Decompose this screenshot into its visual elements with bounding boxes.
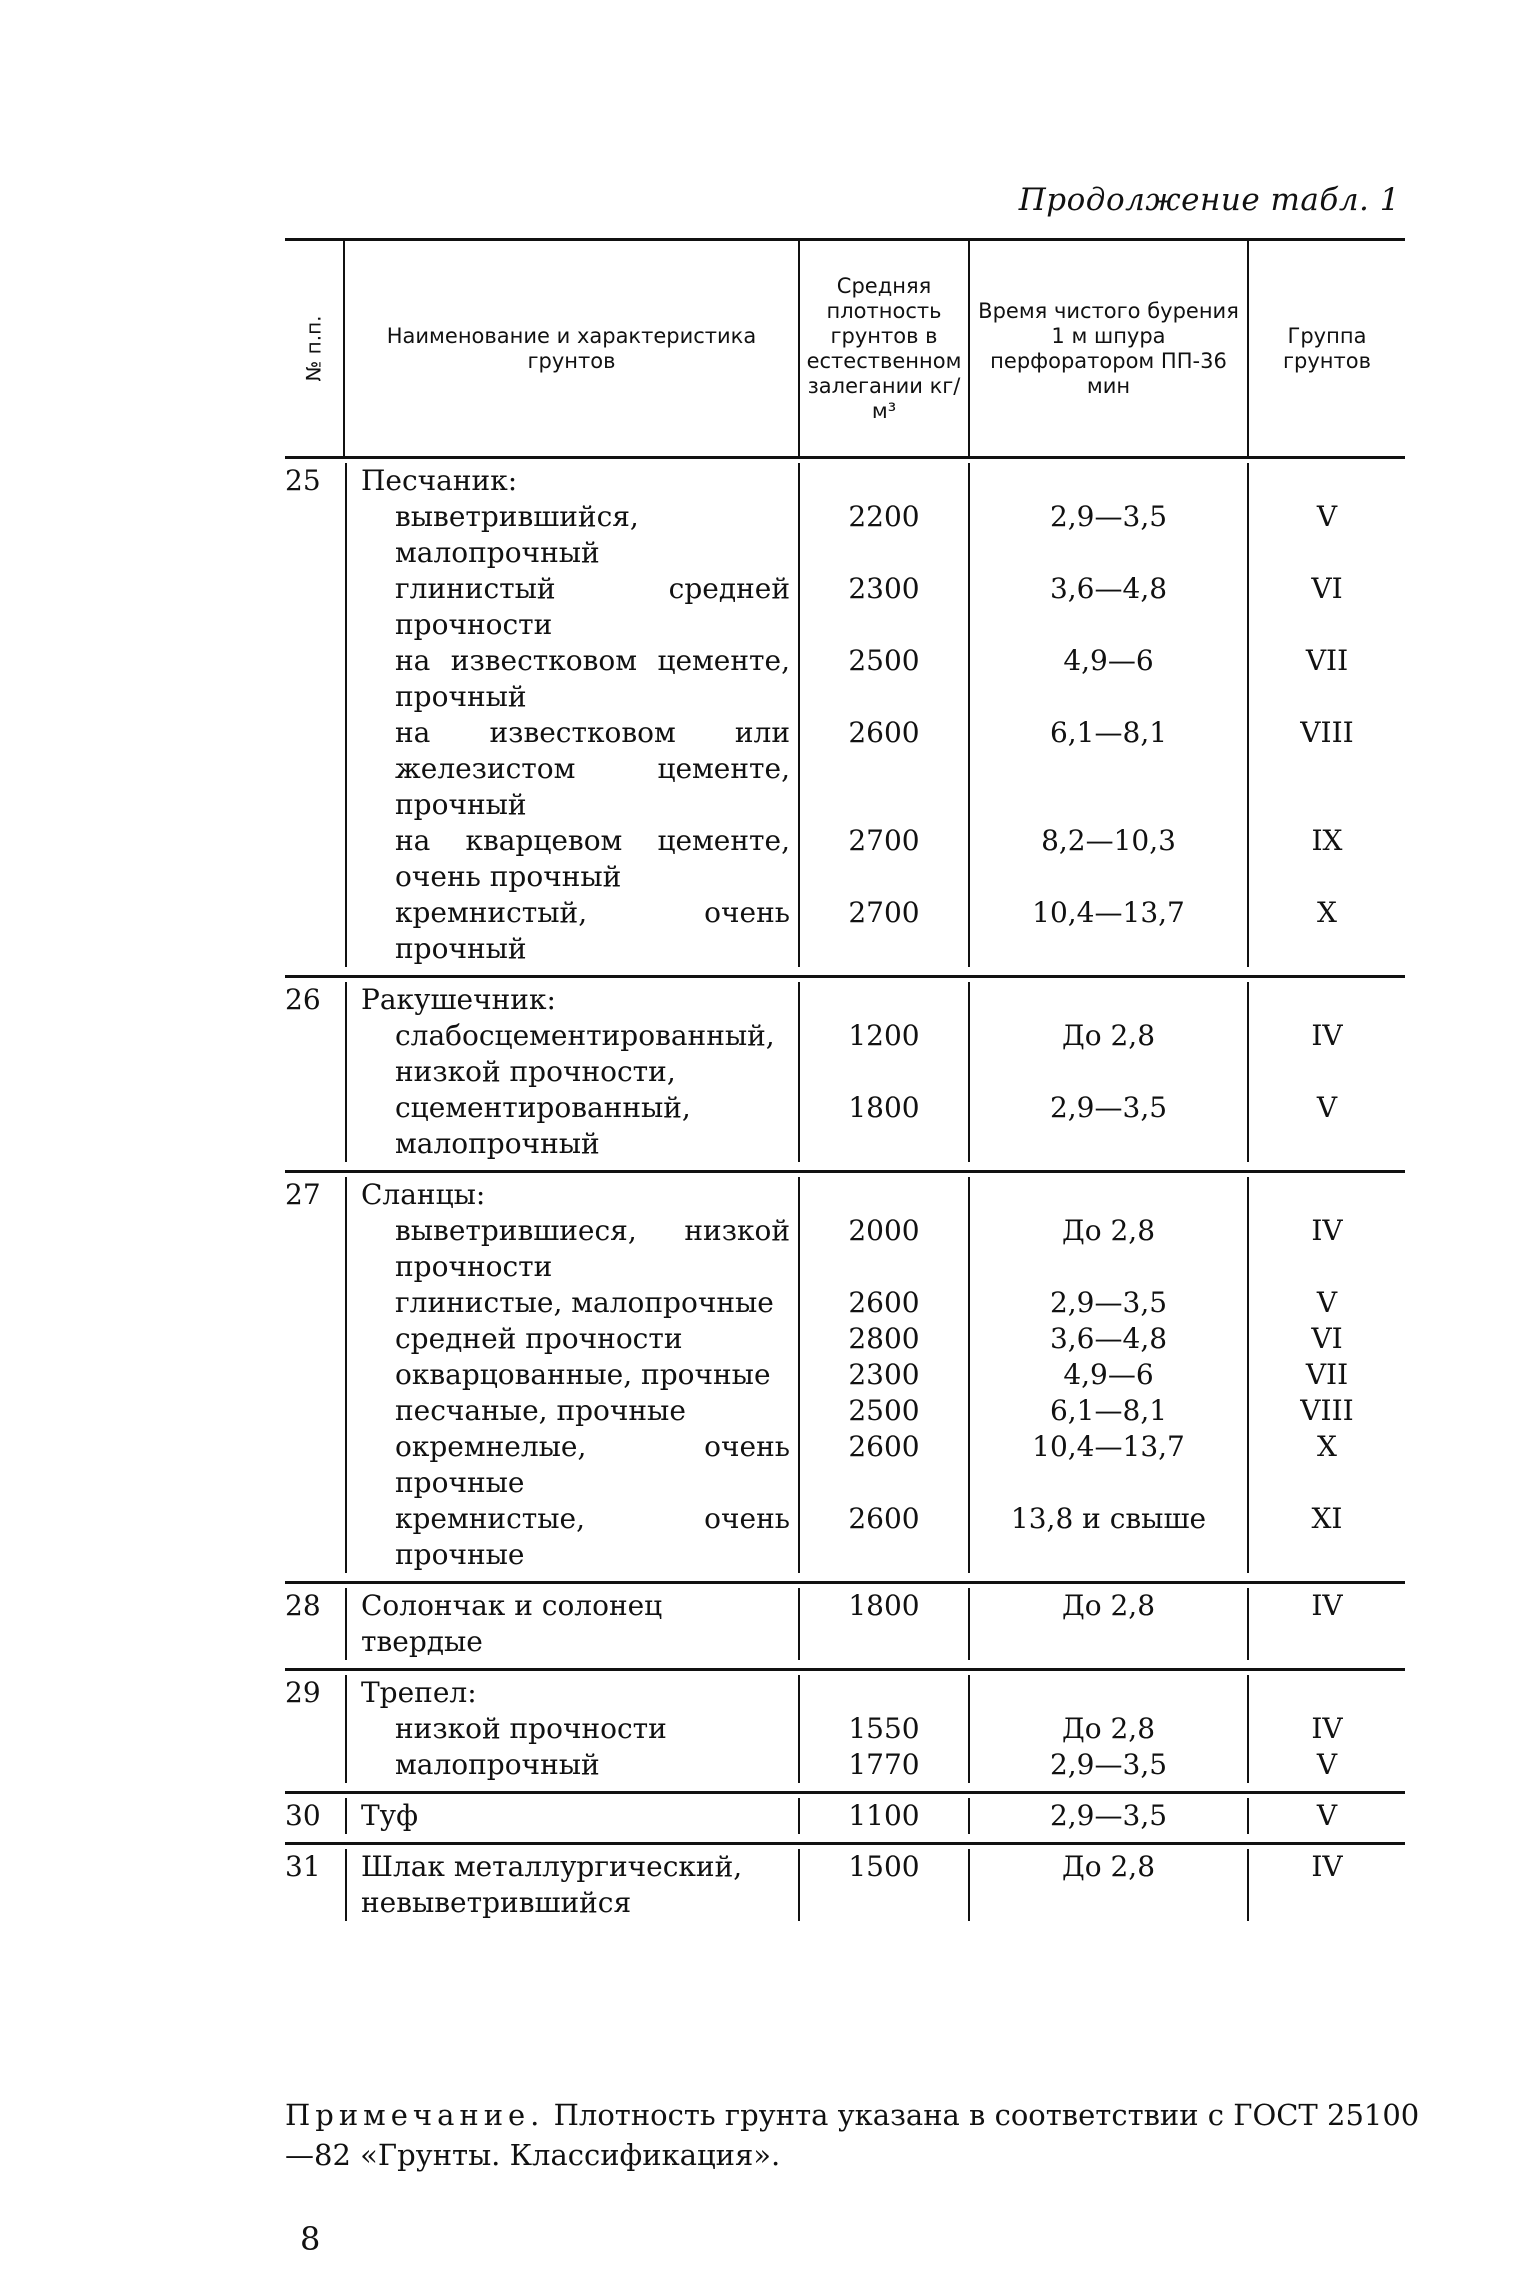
row-item-density: 1200	[848, 1019, 920, 1052]
row-item-time: 2,9—3,5	[1049, 1799, 1168, 1832]
page-number: 8	[300, 2220, 321, 2258]
row-item-density: 2300	[848, 1358, 920, 1391]
table-row-group	[285, 1794, 1405, 1845]
row-group-cell	[1249, 1177, 1405, 1573]
row-item-block	[361, 499, 790, 571]
row-density-cell	[800, 1177, 970, 1573]
row-item-group: VIII	[1300, 716, 1354, 749]
row-group-cell	[1249, 1849, 1405, 1921]
row-item-name: окремнелые, очень прочные	[395, 1430, 790, 1499]
row-item-block	[361, 895, 790, 967]
row-item-density: 2600	[848, 1502, 920, 1535]
row-item-group: IV	[1311, 1214, 1343, 1247]
row-item-density: 1770	[848, 1748, 920, 1781]
row-item-block	[361, 1213, 790, 1285]
row-item-block	[361, 1429, 790, 1501]
row-item-time: До 2,8	[1061, 1712, 1156, 1745]
row-item-time: 6,1—8,1	[1049, 1394, 1168, 1427]
row-group-cell	[1249, 463, 1405, 967]
row-item-name: слабосцементированный, низкой прочности,	[395, 1019, 775, 1088]
row-item-block	[361, 571, 790, 643]
row-number-cell	[285, 1588, 345, 1660]
row-item-name: кремнистый, очень прочный	[395, 896, 790, 965]
row-item-block	[361, 1588, 790, 1660]
row-item-group: IV	[1311, 1850, 1343, 1883]
row-item-time: 2,9—3,5	[1049, 1286, 1168, 1319]
row-time-cell	[970, 1675, 1249, 1783]
row-number-cell	[285, 982, 345, 1162]
row-item-group: V	[1316, 1286, 1338, 1319]
row-name-cell	[345, 1675, 800, 1783]
row-item-block	[361, 1285, 790, 1321]
row-item-density: 2200	[848, 500, 920, 533]
row-item-name: выветрившиеся, низкой прочности	[395, 1214, 790, 1283]
table-row-group	[285, 1173, 1405, 1584]
row-number-cell	[285, 1849, 345, 1921]
row-item-name: глинистые, малопрочные	[395, 1286, 774, 1319]
row-item-block	[361, 1849, 790, 1921]
header-group	[1249, 241, 1405, 456]
row-item-name: низкой прочности	[395, 1712, 667, 1745]
row-item-group: IV	[1311, 1019, 1343, 1052]
row-item-name: Шлак металлургический, невыветрившийся	[361, 1850, 743, 1919]
row-density-cell	[800, 1798, 970, 1834]
row-title: Сланцы:	[361, 1178, 486, 1211]
row-item-time: 4,9—6	[1063, 644, 1154, 677]
row-number: 31	[285, 1850, 321, 1883]
row-density-cell	[800, 1588, 970, 1660]
table-row-group	[285, 1845, 1405, 1929]
row-time-cell	[970, 1849, 1249, 1921]
header-name	[345, 241, 800, 456]
row-item-time: 2,9—3,5	[1049, 1748, 1168, 1781]
row-item-density: 1100	[848, 1799, 920, 1832]
row-number-cell	[285, 1675, 345, 1783]
row-item-group: V	[1316, 1091, 1338, 1124]
header-number	[285, 241, 345, 456]
row-density-cell	[800, 1675, 970, 1783]
row-item-block	[361, 1018, 790, 1090]
note-text: Плотность грунта указана в соответствии с ГОСТ 25100—82 «Грунты. Классификация».	[285, 2098, 1420, 2172]
row-item-group: V	[1316, 1799, 1338, 1832]
row-group-cell	[1249, 1588, 1405, 1660]
row-item-name: сцементированный, малопрочный	[395, 1091, 691, 1160]
row-item-density: 1800	[848, 1589, 920, 1622]
row-number: 30	[285, 1799, 321, 1832]
row-number-cell	[285, 1177, 345, 1573]
table-continuation-caption: Продолжение табл. 1	[1018, 182, 1400, 218]
row-name-cell	[345, 1177, 800, 1573]
row-item-name: на известковом или железистом цементе, прочный	[395, 716, 790, 821]
row-item-group: VII	[1305, 644, 1349, 677]
soil-table	[285, 238, 1405, 1929]
row-item-name: кремнистые, очень прочные	[395, 1502, 790, 1571]
row-density-cell	[800, 1849, 970, 1921]
row-item-block	[361, 1747, 790, 1783]
row-item-block	[361, 1393, 790, 1429]
table-row-group	[285, 978, 1405, 1173]
row-item-group: IV	[1311, 1589, 1343, 1622]
row-item-time: 2,9—3,5	[1049, 500, 1168, 533]
row-item-block	[361, 1090, 790, 1162]
row-item-name: Солончак и солонец твердые	[361, 1589, 663, 1658]
row-time-cell	[970, 1177, 1249, 1573]
row-item-density: 2600	[848, 716, 920, 749]
row-item-group: IV	[1311, 1712, 1343, 1745]
row-item-block	[361, 1798, 790, 1834]
table-row-group	[285, 459, 1405, 978]
row-item-time: До 2,8	[1061, 1850, 1156, 1883]
row-item-density: 2800	[848, 1322, 920, 1355]
row-item-group: X	[1317, 1430, 1337, 1463]
row-time-cell	[970, 1588, 1249, 1660]
row-name-cell	[345, 982, 800, 1162]
row-number: 29	[285, 1676, 321, 1709]
row-item-group: V	[1316, 500, 1338, 533]
row-item-group: V	[1316, 1748, 1338, 1781]
header-group-label: Группа грунтов	[1283, 323, 1371, 373]
row-item-density: 1550	[848, 1712, 920, 1745]
note-label: Примечание.	[285, 2098, 545, 2132]
row-group-cell	[1249, 1798, 1405, 1834]
row-item-name: песчаные, прочные	[395, 1394, 686, 1427]
table-row-group	[285, 1584, 1405, 1671]
row-item-name: малопрочный	[395, 1748, 600, 1781]
row-title: Песчаник:	[361, 464, 518, 497]
row-title: Трепел:	[361, 1676, 477, 1709]
row-item-group: VII	[1305, 1358, 1349, 1391]
row-group-cell	[1249, 982, 1405, 1162]
row-item-density: 1500	[848, 1850, 920, 1883]
row-item-group: VIII	[1300, 1394, 1354, 1427]
row-item-density: 2500	[848, 1394, 920, 1427]
row-item-density: 2700	[848, 896, 920, 929]
row-item-block	[361, 643, 790, 715]
row-item-name: окварцованные, прочные	[395, 1358, 771, 1391]
row-item-name: средней прочности	[395, 1322, 683, 1355]
row-title: Ракушечник:	[361, 983, 556, 1016]
row-name-cell	[345, 1849, 800, 1921]
row-item-block	[361, 1357, 790, 1393]
row-item-block	[361, 1501, 790, 1573]
row-name-cell	[345, 1798, 800, 1834]
row-item-name: на кварцевом цементе, очень прочный	[395, 824, 790, 893]
row-item-time: 2,9—3,5	[1049, 1091, 1168, 1124]
header-drill-time	[970, 241, 1249, 456]
row-number: 26	[285, 983, 321, 1016]
row-time-cell	[970, 982, 1249, 1162]
row-item-density: 2000	[848, 1214, 920, 1247]
row-item-name: выветрившийся, малопрочный	[395, 500, 639, 569]
row-item-density: 1800	[848, 1091, 920, 1124]
row-name-cell	[345, 463, 800, 967]
row-number-cell	[285, 1798, 345, 1834]
row-item-name: на известковом цементе, прочный	[395, 644, 790, 713]
table-note	[285, 2095, 1425, 2175]
table-header	[285, 241, 1405, 459]
row-item-block	[361, 715, 790, 823]
row-density-cell	[800, 982, 970, 1162]
row-number: 28	[285, 1589, 321, 1622]
row-number: 27	[285, 1178, 321, 1211]
row-item-time: 4,9—6	[1063, 1358, 1154, 1391]
row-item-density: 2700	[848, 824, 920, 857]
row-item-group: VI	[1311, 1322, 1343, 1355]
row-item-time: 8,2—10,3	[1041, 824, 1176, 857]
header-drill-time-label: Время чистого бурения 1 м шпура перфоратором ПП-36 мин	[978, 298, 1239, 398]
row-item-time: До 2,8	[1061, 1214, 1156, 1247]
row-item-density: 2600	[848, 1430, 920, 1463]
row-item-time: До 2,8	[1061, 1019, 1156, 1052]
row-item-time: 10,4—13,7	[1032, 1430, 1185, 1463]
row-item-block	[361, 1321, 790, 1357]
row-name-cell	[345, 1588, 800, 1660]
row-item-name: Туф	[361, 1799, 419, 1832]
row-item-name: глинистый средней прочности	[395, 572, 790, 641]
row-number-cell	[285, 463, 345, 967]
header-name-label: Наименование и характеристика грунтов	[386, 323, 757, 373]
row-item-block	[361, 823, 790, 895]
row-item-time: 6,1—8,1	[1049, 716, 1168, 749]
row-item-density: 2500	[848, 644, 920, 677]
header-number-label: № п.п.	[301, 315, 326, 382]
row-item-time: До 2,8	[1061, 1589, 1156, 1622]
row-item-density: 2300	[848, 572, 920, 605]
row-item-time: 10,4—13,7	[1032, 896, 1185, 929]
row-item-time: 3,6—4,8	[1049, 572, 1168, 605]
row-group-cell	[1249, 1675, 1405, 1783]
row-item-time: 3,6—4,8	[1049, 1322, 1168, 1355]
header-density	[800, 241, 970, 456]
row-density-cell	[800, 463, 970, 967]
row-time-cell	[970, 463, 1249, 967]
row-item-group: X	[1317, 896, 1337, 929]
header-density-label: Средняя плотность грунтов в естественном залегании кг/м³	[806, 273, 962, 423]
row-item-block	[361, 1711, 790, 1747]
row-item-time: 13,8 и свыше	[1010, 1502, 1207, 1535]
table-body	[285, 459, 1405, 1929]
row-item-group: XI	[1311, 1502, 1343, 1535]
row-number: 25	[285, 464, 321, 497]
row-item-density: 2600	[848, 1286, 920, 1319]
row-item-group: VI	[1311, 572, 1343, 605]
row-time-cell	[970, 1798, 1249, 1834]
row-item-group: IX	[1311, 824, 1343, 857]
table-row-group	[285, 1671, 1405, 1794]
